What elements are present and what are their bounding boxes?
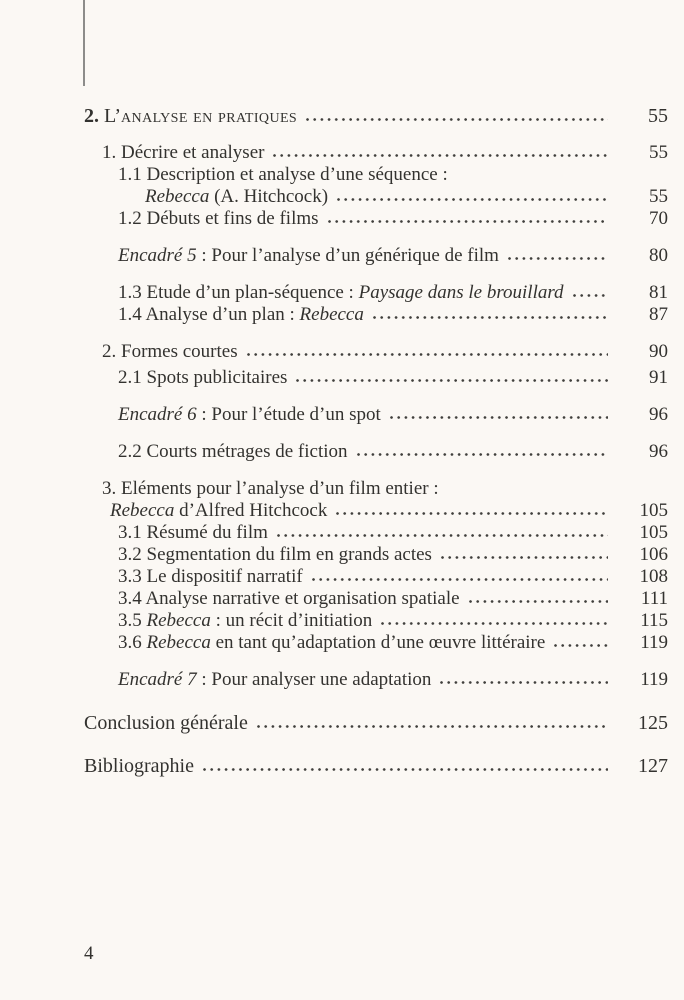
toc-entry-page: 96 [649, 441, 668, 462]
toc-entry [84, 566, 668, 588]
toc-entry-page: 119 [640, 632, 668, 653]
toc-entry [84, 712, 668, 734]
toc-entry [84, 164, 668, 186]
toc-entry-segment: Encadré 7 [118, 669, 197, 690]
dot-leader [296, 379, 608, 382]
toc-entry-page: 87 [649, 304, 668, 325]
scan-crop-mark-line [83, 0, 85, 86]
dot-leader [440, 681, 608, 684]
dot-leader [390, 416, 608, 419]
toc-entry-label [118, 632, 545, 654]
toc-entry-segment: Encadré 5 [118, 245, 197, 266]
dot-leader [257, 725, 608, 728]
toc-entry-label [118, 282, 564, 304]
toc-entry-segment: Rebecca [145, 186, 210, 207]
toc-entry-label [102, 142, 264, 164]
toc-entry-label [118, 522, 268, 544]
toc-entry-segment: 3. Eléments pour l’analyse d’un film entier : [102, 478, 439, 499]
toc-entry [84, 304, 668, 326]
dot-leader [328, 220, 608, 223]
toc-entry-page: 81 [649, 282, 668, 303]
toc-entry-page: 90 [649, 341, 668, 362]
toc-entry-segment: 2.2 Courts métrages de fiction [118, 441, 348, 462]
toc-entry-page: 106 [639, 544, 668, 565]
toc-entry-page: 119 [640, 669, 668, 690]
toc-entry-page: 96 [649, 404, 668, 425]
toc-entry-label [118, 304, 364, 326]
toc-entry-segment: analyse en pratiques [121, 105, 298, 127]
toc-entry-page: 105 [639, 500, 668, 521]
toc-entry [84, 669, 668, 691]
toc-entry [84, 367, 668, 389]
dot-leader [306, 118, 608, 121]
dot-leader [203, 768, 608, 771]
dot-leader [273, 154, 608, 157]
toc-entry-segment: Rebecca [146, 610, 211, 631]
toc-entry [84, 208, 668, 230]
toc-entry-segment: 2. Formes courtes [102, 341, 238, 362]
toc-entry-segment: Bibliographie [84, 755, 194, 777]
toc-entry-label [118, 164, 448, 186]
toc-entry [84, 588, 668, 610]
dot-leader [469, 600, 608, 603]
dot-leader [441, 556, 608, 559]
toc-entry [84, 404, 668, 426]
toc-entry [84, 441, 668, 463]
dot-leader [381, 622, 608, 625]
dot-leader [277, 534, 608, 537]
toc-entry-page: 125 [638, 712, 668, 734]
toc-entry-page: 91 [649, 367, 668, 388]
dot-leader [373, 316, 608, 319]
toc-entry [84, 500, 668, 522]
toc-entry-label [110, 500, 327, 522]
toc-entry-label [118, 669, 431, 691]
toc-entry [84, 544, 668, 566]
toc-entry-segment: 3.2 Segmentation du film en grands actes [118, 544, 432, 565]
toc-entry-page: 55 [648, 105, 668, 127]
toc-entry-page: 55 [649, 142, 668, 163]
toc-entry-segment: Rebecca [110, 500, 175, 521]
dot-leader [336, 512, 608, 515]
toc-entry-segment: 1. Décrire et analyser [102, 142, 265, 163]
toc-entry-label [118, 610, 372, 632]
toc-entry-label [118, 544, 432, 566]
toc-entry-page: 55 [649, 186, 668, 207]
toc-entry-segment: 1.2 Débuts et fins de films [118, 208, 319, 229]
toc-entry-label [145, 186, 328, 208]
toc-entry [84, 755, 668, 777]
toc-entry-page: 108 [639, 566, 668, 587]
toc-entry-page: 111 [640, 588, 668, 609]
table-of-contents [84, 105, 668, 777]
toc-entry-label [118, 566, 303, 588]
toc-entry-segment: (A. Hitchcock) [209, 186, 329, 207]
toc-entry-segment: 1.4 Analyse d’un plan : [118, 304, 300, 325]
toc-entry-label [118, 245, 499, 267]
toc-entry-segment: 2.1 Spots publicitaires [118, 367, 288, 388]
toc-entry-segment: Encadré 6 [118, 404, 197, 425]
toc-entry-label [84, 105, 297, 127]
toc-entry [84, 282, 668, 304]
toc-entry-label [84, 712, 248, 734]
toc-entry-label [102, 341, 238, 363]
toc-entry [84, 522, 668, 544]
toc-entry-segment: 3.6 [118, 632, 147, 653]
toc-entry-segment: : Pour l’analyse d’un générique de film [196, 245, 499, 266]
toc-entry-label [118, 367, 287, 389]
toc-entry-segment: Paysage dans le brouillard [358, 282, 564, 303]
toc-entry-label [84, 755, 194, 777]
toc-entry-segment: 3.4 Analyse narrative et organisation spatiale [118, 588, 460, 609]
toc-entry-segment: en tant qu’adaptation d’une œuvre littéraire [210, 632, 546, 653]
dot-leader [573, 294, 608, 297]
toc-entry-segment: : Pour analyser une adaptation [196, 669, 432, 690]
toc-entry-segment: Rebecca [146, 632, 211, 653]
toc-entry-label [102, 478, 439, 500]
footer-page-number: 4 [84, 943, 94, 964]
toc-entry [84, 105, 668, 127]
dot-leader [247, 353, 608, 356]
toc-entry [84, 245, 668, 267]
toc-entry-segment: 3.1 Résumé du film [118, 522, 268, 543]
toc-entry-label [118, 588, 460, 610]
toc-entry-page: 80 [649, 245, 668, 266]
toc-entry-segment: Conclusion générale [84, 712, 248, 734]
toc-entry-segment: L’ [99, 105, 122, 127]
toc-entry [84, 610, 668, 632]
toc-entry-label [118, 441, 348, 463]
toc-entry-label [118, 404, 381, 426]
toc-entry-page: 105 [639, 522, 668, 543]
dot-leader [357, 453, 608, 456]
toc-entry [84, 632, 668, 654]
toc-entry-segment: d’Alfred Hitchcock [174, 500, 328, 521]
dot-leader [337, 198, 608, 201]
toc-entry [84, 341, 668, 363]
toc-entry-segment: 3.3 Le dispositif narratif [118, 566, 303, 587]
toc-entry-segment: Rebecca [299, 304, 364, 325]
toc-entry-page: 115 [640, 610, 668, 631]
toc-entry [84, 142, 668, 164]
toc-entry-segment: 3.5 [118, 610, 147, 631]
toc-entry [84, 186, 668, 208]
dot-leader [312, 578, 608, 581]
toc-entry-page: 70 [649, 208, 668, 229]
toc-entry-segment: 1.1 Description et analyse d’une séquence : [118, 164, 448, 185]
toc-entry [84, 478, 668, 500]
dot-leader [554, 644, 608, 647]
toc-entry-segment: 1.3 Etude d’un plan-séquence : [118, 282, 359, 303]
toc-entry-label [118, 208, 319, 230]
toc-entry-segment: : Pour l’étude d’un spot [196, 404, 381, 425]
dot-leader [508, 257, 608, 260]
toc-entry-segment: : un récit d’initiation [210, 610, 373, 631]
toc-entry-page: 127 [638, 755, 668, 777]
toc-entry-segment: 2. [84, 105, 99, 127]
